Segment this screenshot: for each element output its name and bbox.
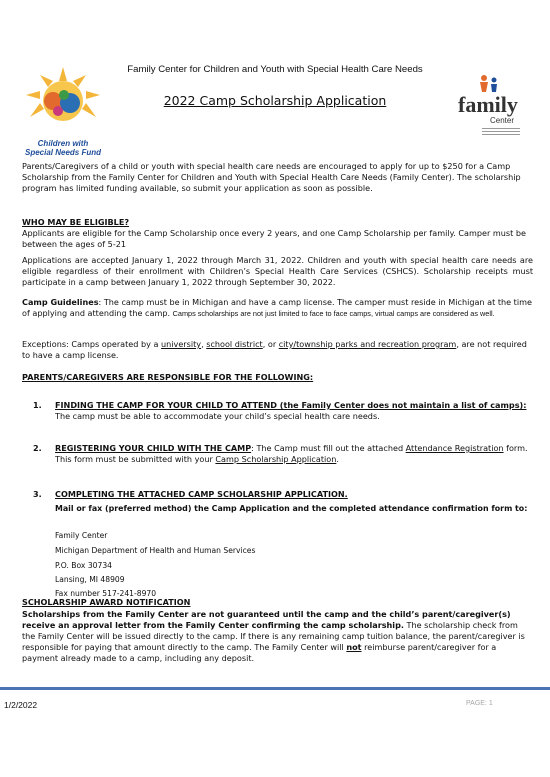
item-2-text-a: : The Camp must fill out the attached	[251, 443, 406, 453]
logo-tagline-lines	[482, 128, 520, 135]
item-2-text-c: .	[336, 454, 339, 464]
item-2-text-b: form. This form must be submitted with your	[55, 443, 528, 464]
exceptions-sep-2: , or	[262, 339, 279, 349]
exceptions-paragraph	[22, 339, 533, 361]
responsibilities-heading: PARENTS/CAREGIVERS ARE RESPONSIBLE FOR THE FOLLOWING:	[22, 372, 314, 382]
item-1-text: The camp must be able to accommodate your child’s special health care needs.	[55, 411, 380, 421]
item-2-title: REGISTERING YOUR CHILD WITH THE CAMP	[55, 443, 252, 453]
attendance-registration-link[interactable]: Attendance Registration	[405, 443, 504, 453]
university-link[interactable]: university	[161, 339, 202, 349]
family-figures-icon	[474, 74, 504, 94]
item-2-number: 2.	[33, 443, 42, 453]
school-district-link[interactable]: school district	[206, 339, 263, 349]
footer-rule	[0, 687, 550, 690]
parks-recreation-link[interactable]: city/township parks and recreation program	[278, 339, 457, 349]
item-3-title: COMPLETING THE ATTACHED CAMP SCHOLARSHIP APPLICATION.	[55, 489, 348, 499]
award-text-end: reimburse parent/caregiver for a payment already made to a camp, including any deposit.	[22, 642, 497, 663]
item-2	[55, 443, 537, 465]
award-heading: SCHOLARSHIP AWARD NOTIFICATION	[22, 597, 191, 607]
camp-guidelines-text: : The camp must be in Michigan and have a camp license. The camper must reside in Michigan at the time of applying and attending the camp.	[22, 297, 532, 318]
intro-paragraph: Parents/Caregivers of a child or youth with special health care needs are encouraged to apply for up to $250 for a Camp Scholarship from the Family Center for Children and Youth with Special Health Care Needs (Family Center). The scholarship program has limited funding available, so submit your application as soon as possible.	[22, 161, 521, 193]
item-1-title: FINDING THE CAMP FOR YOUR CHILD TO ATTEND (the Family Center does not maintain a list of camps):	[55, 400, 527, 410]
logo-center-word: Center	[490, 116, 515, 125]
family-center-logo	[454, 74, 534, 144]
eligibility-paragraph-1: Applicants are eligible for the Camp Scholarship once every 2 years, and one Camp Scholarship per family. Camper must be between the ages of 5-21	[22, 228, 526, 249]
address-line-1: Family Center	[55, 531, 108, 540]
item-3-mail-line: Mail or fax (preferred method) the Camp Application and the completed attendance confirmation form to:	[55, 504, 528, 513]
logo-line-1: Children with	[37, 139, 89, 148]
address-line-5: Fax number 517-241-8970	[55, 589, 157, 598]
exceptions-prefix: Exceptions: Camps operated by a	[22, 339, 162, 349]
exceptions-suffix: , are not required to have a camp license.	[22, 339, 527, 360]
address-line-3: P.O. Box 30734	[55, 561, 112, 570]
camp-guidelines-paragraph	[22, 297, 533, 319]
footer-page-number: PAGE: 1	[466, 700, 493, 707]
logo-family-word: family	[458, 92, 518, 117]
award-not: not	[346, 642, 362, 652]
footer-date: 1/2/2022	[4, 700, 38, 710]
address-line-2: Michigan Department of Health and Human Services	[55, 546, 256, 555]
address-line-4: Lansing, MI 48909	[55, 575, 125, 584]
organization-line: Family Center for Children and Youth with Special Health Care Needs	[127, 64, 423, 75]
eligibility-heading: WHO MAY BE ELIGIBLE?	[22, 217, 130, 227]
camp-guidelines-small-text: Camps scholarships are not just limited to face to face camps, virtual camps are considered as well.	[172, 309, 495, 318]
page-title: 2022 Camp Scholarship Application	[163, 93, 387, 108]
children-special-needs-fund-logo	[18, 65, 108, 155]
eligibility-paragraph-2: Applications are accepted January 1, 2022 through March 31, 2022. Children and youth with special health care needs are eligible regardless of their enrollment with Children’s Special Health Care Services (CSHCS). Scholarship receipts must participate in a camp between January 1, 2022 through September 30, 2022.	[22, 255, 533, 287]
award-text: The scholarship check from the Family Center will be issued directly to the camp. If there is any remaining camp tuition balance, the parent/caregiver is responsible for paying that amount directly to the camp. The Family Center will	[22, 620, 525, 652]
logo-line-2: Special Needs Fund	[24, 148, 102, 157]
award-bold-text: Scholarships from the Family Center are not guaranteed until the camp and the child’s parent/caregiver(s) receive an approval letter from the Family Center confirming the camp scholarship.	[22, 609, 511, 630]
exceptions-sep-1: ,	[201, 339, 207, 349]
camp-scholarship-application-link[interactable]: Camp Scholarship Application	[215, 454, 337, 464]
camp-guidelines-label: Camp Guidelines	[22, 297, 99, 307]
item-1	[55, 400, 537, 422]
item-3-number: 3.	[33, 489, 42, 499]
item-1-number: 1.	[33, 400, 42, 410]
award-paragraph	[22, 609, 533, 664]
